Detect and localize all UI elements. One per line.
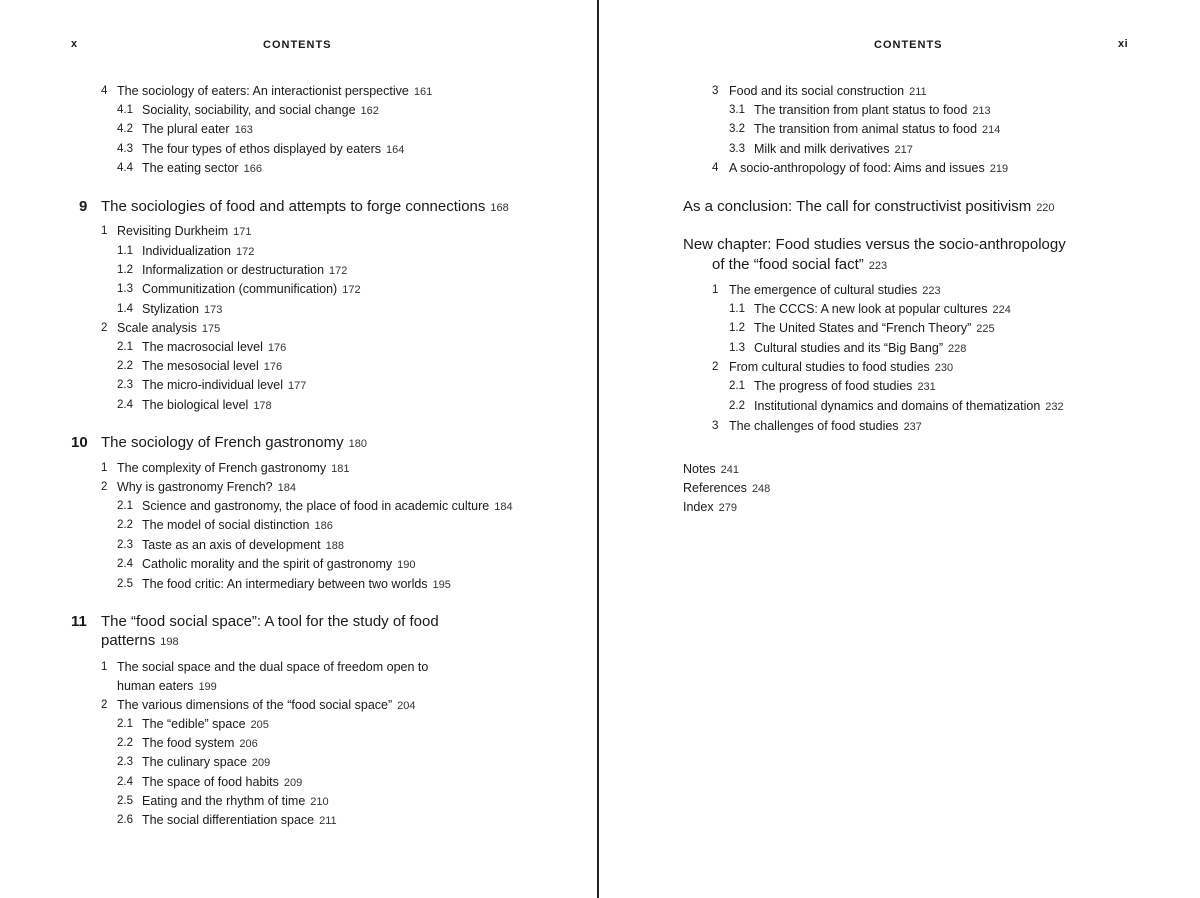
entry-number: 2.6 [117,814,133,826]
entry-number: 4.1 [117,104,133,116]
entry-page: 172 [329,265,348,278]
page-number: xi [1118,38,1129,50]
entry-title: Revisiting Durkheim 171 [117,224,252,238]
entry-title: The transition from animal status to food 214 [754,122,1001,137]
entry-number: 2.1 [729,380,745,392]
chapter-page: 223 [868,260,888,272]
entry-page: 219 [989,163,1009,175]
entry-number: 4.4 [117,162,133,175]
entry-title: The biological level 178 [142,397,272,412]
entry-page: 195 [432,578,451,591]
entry-title: The food system 206 [142,736,258,751]
entry-page: 188 [325,539,344,552]
entry-title: The eating sector 166 [142,161,262,176]
entry-page: 181 [331,463,350,475]
running-head: CONTENTS [263,39,332,51]
chapter-title: New chapter: Food studies versus the socio-anthropology [683,236,1066,253]
entry-page: 230 [934,362,954,374]
entry-title: Sociality, sociability, and social change 162 [142,103,379,117]
entry-page: 237 [903,421,922,433]
chapter-title: As a conclusion: The call for constructivist positivism 220 [683,198,1055,215]
chapter-page: 198 [160,636,179,648]
entry-page: 199 [198,681,217,693]
entry-page: 161 [413,86,433,98]
left-page [0,0,598,898]
entry-number: 1.2 [729,322,745,335]
entry-title: The social space and the dual space of freedom open to [117,660,429,674]
entry-number: 2 [101,322,108,334]
chapter-number: 10 [71,434,88,451]
entry-page: 184 [494,501,513,513]
entry-page: 172 [235,246,255,258]
entry-page: 184 [277,482,296,494]
entry-number: 3 [712,420,719,432]
entry-page: 176 [263,361,283,374]
entry-title: The CCCS: A new look at popular cultures 224 [754,302,1011,316]
entry-number: 2.1 [117,718,133,730]
entry-title: The food critic: An intermediary between two worlds 195 [142,576,451,591]
entry-page: 173 [203,303,223,316]
chapter-page: 168 [490,202,509,214]
entry-page: 205 [250,719,269,731]
entry-number: 1 [101,225,108,237]
entry-number: 2.1 [117,341,133,353]
entry-number: 2.2 [117,360,133,373]
running-head: CONTENTS [874,39,943,51]
entry-title: The four types of ethos displayed by eaters 164 [142,141,405,156]
entry-number: 2.2 [729,399,745,412]
entry-number: 2.4 [117,398,133,411]
entry-number: 1.4 [117,302,133,315]
entry-page: 228 [947,342,967,355]
entry-title: The micro-individual level 177 [142,378,307,393]
entry-title: The culinary space 209 [142,755,271,770]
entry-title: The emergence of cultural studies 223 [729,283,941,297]
entry-page: 214 [982,124,1001,137]
entry-title: The complexity of French gastronomy 181 [117,461,350,475]
entry-title: Index 279 [683,500,737,515]
entry-page: 279 [718,502,737,515]
entry-title: From cultural studies to food studies 230 [729,360,954,374]
entry-title: A socio-anthropology of food: Aims and issues 219 [729,161,1009,175]
entry-number: 1 [101,462,108,474]
entry-page: 164 [386,143,405,156]
entry-title: Scale analysis 175 [117,321,221,335]
entry-title: Milk and milk derivatives 217 [754,141,913,156]
entry-number: 1.1 [729,303,745,315]
entry-title: The plural eater 163 [142,122,253,137]
entry-title: The various dimensions of the “food social space” 204 [117,698,416,712]
entry-title: Notes 241 [683,462,740,476]
entry-title: The mesosocial level 176 [142,359,283,374]
entry-title: Science and gastronomy, the place of food in academic culture 184 [142,499,513,513]
entry-title: The United States and “French Theory” 225 [754,321,995,336]
entry-page: 211 [909,86,927,98]
entry-number: 4.3 [117,142,133,155]
entry-number: 2.1 [117,500,133,512]
entry-page: 186 [314,520,333,533]
entry-number: 2 [101,481,108,493]
entry-title: human eaters 199 [117,679,217,693]
entry-title: Institutional dynamics and domains of thematization 232 [754,398,1064,413]
chapter-page: 180 [348,438,367,450]
entry-number: 3.1 [729,104,745,116]
entry-page: 206 [239,738,258,751]
entry-title: References 248 [683,481,771,496]
entry-number: 2 [101,699,108,711]
entry-page: 166 [243,163,262,176]
entry-page: 190 [397,559,416,572]
entry-number: 3.3 [729,142,745,155]
entry-title: The sociology of eaters: An interactionist perspective 161 [117,84,433,98]
entry-page: 210 [310,795,329,808]
chapter-title: patterns 198 [101,632,179,649]
entry-title: Why is gastronomy French? 184 [117,480,296,494]
entry-page: 178 [253,399,272,412]
entry-title: The macrosocial level 176 [142,340,287,354]
entry-number: 2.4 [117,558,133,571]
entry-title: Stylization 173 [142,301,223,316]
entry-title: Communitization (communification) 172 [142,282,361,297]
entry-number: 1.3 [729,341,745,354]
chapter-number: 11 [71,613,87,630]
entry-title: The “edible” space 205 [142,717,269,731]
entry-page: 213 [972,105,991,117]
entry-page: 225 [976,323,995,336]
entry-number: 2.3 [117,379,133,392]
chapter-number: 9 [79,198,88,215]
entry-page: 217 [894,143,913,156]
entry-page: 211 [319,815,337,827]
chapter-page: 220 [1036,202,1055,214]
chapter-title: The “food social space”: A tool for the study of food [101,613,439,630]
entry-page: 209 [251,757,271,770]
entry-title: The space of food habits 209 [142,774,303,789]
entry-number: 2 [712,361,719,373]
chapter-title: The sociology of French gastronomy 180 [101,434,367,451]
entry-title: Eating and the rhythm of time 210 [142,793,329,808]
entry-page: 175 [201,323,221,335]
entry-page: 241 [720,464,740,476]
entry-page: 176 [267,342,287,354]
entry-number: 2.5 [117,577,133,590]
entry-number: 2.3 [117,756,133,769]
entry-page: 224 [992,304,1011,316]
chapter-title: of the “food social fact” 223 [712,256,888,273]
entry-number: 4 [101,85,108,97]
entry-page: 177 [288,380,307,393]
chapter-title: The sociologies of food and attempts to forge connections 168 [101,198,509,215]
entry-number: 4.2 [117,123,133,136]
entry-title: Informalization or destructuration 172 [142,263,348,278]
entry-page: 248 [751,483,771,496]
entry-number: 2.3 [117,538,133,551]
entry-title: The challenges of food studies 237 [729,419,922,433]
entry-number: 2.2 [117,737,133,750]
entry-title: The model of social distinction 186 [142,518,333,533]
entry-number: 1 [712,284,719,296]
entry-title: Taste as an axis of development 188 [142,537,344,552]
entry-page: 162 [360,105,379,117]
entry-page: 163 [234,124,253,137]
entry-page: 204 [397,700,416,712]
right-page [600,0,1200,898]
page-number: x [71,38,78,50]
entry-number: 1.1 [117,245,133,257]
entry-page: 232 [1045,400,1064,413]
entry-number: 4 [712,162,719,174]
entry-title: Cultural studies and its “Big Bang” 228 [754,340,967,355]
entry-number: 3 [712,85,719,97]
entry-page: 209 [283,776,303,789]
entry-number: 1.2 [117,264,133,277]
entry-page: 172 [342,284,361,297]
entry-number: 2.5 [117,794,133,807]
entry-title: Individualization 172 [142,244,255,258]
entry-number: 3.2 [729,123,745,136]
entry-number: 1.3 [117,283,133,296]
entry-number: 2.2 [117,519,133,532]
entry-title: The progress of food studies 231 [754,379,936,393]
entry-page: 231 [917,381,936,393]
entry-number: 2.4 [117,775,133,788]
entry-title: Catholic morality and the spirit of gastronomy 190 [142,557,416,572]
entry-page: 223 [922,285,941,297]
entry-title: The transition from plant status to food 213 [754,103,991,117]
entry-title: The social differentiation space 211 [142,813,337,827]
entry-page: 171 [233,226,252,238]
entry-number: 1 [101,661,108,673]
entry-title: Food and its social construction 211 [729,84,927,98]
